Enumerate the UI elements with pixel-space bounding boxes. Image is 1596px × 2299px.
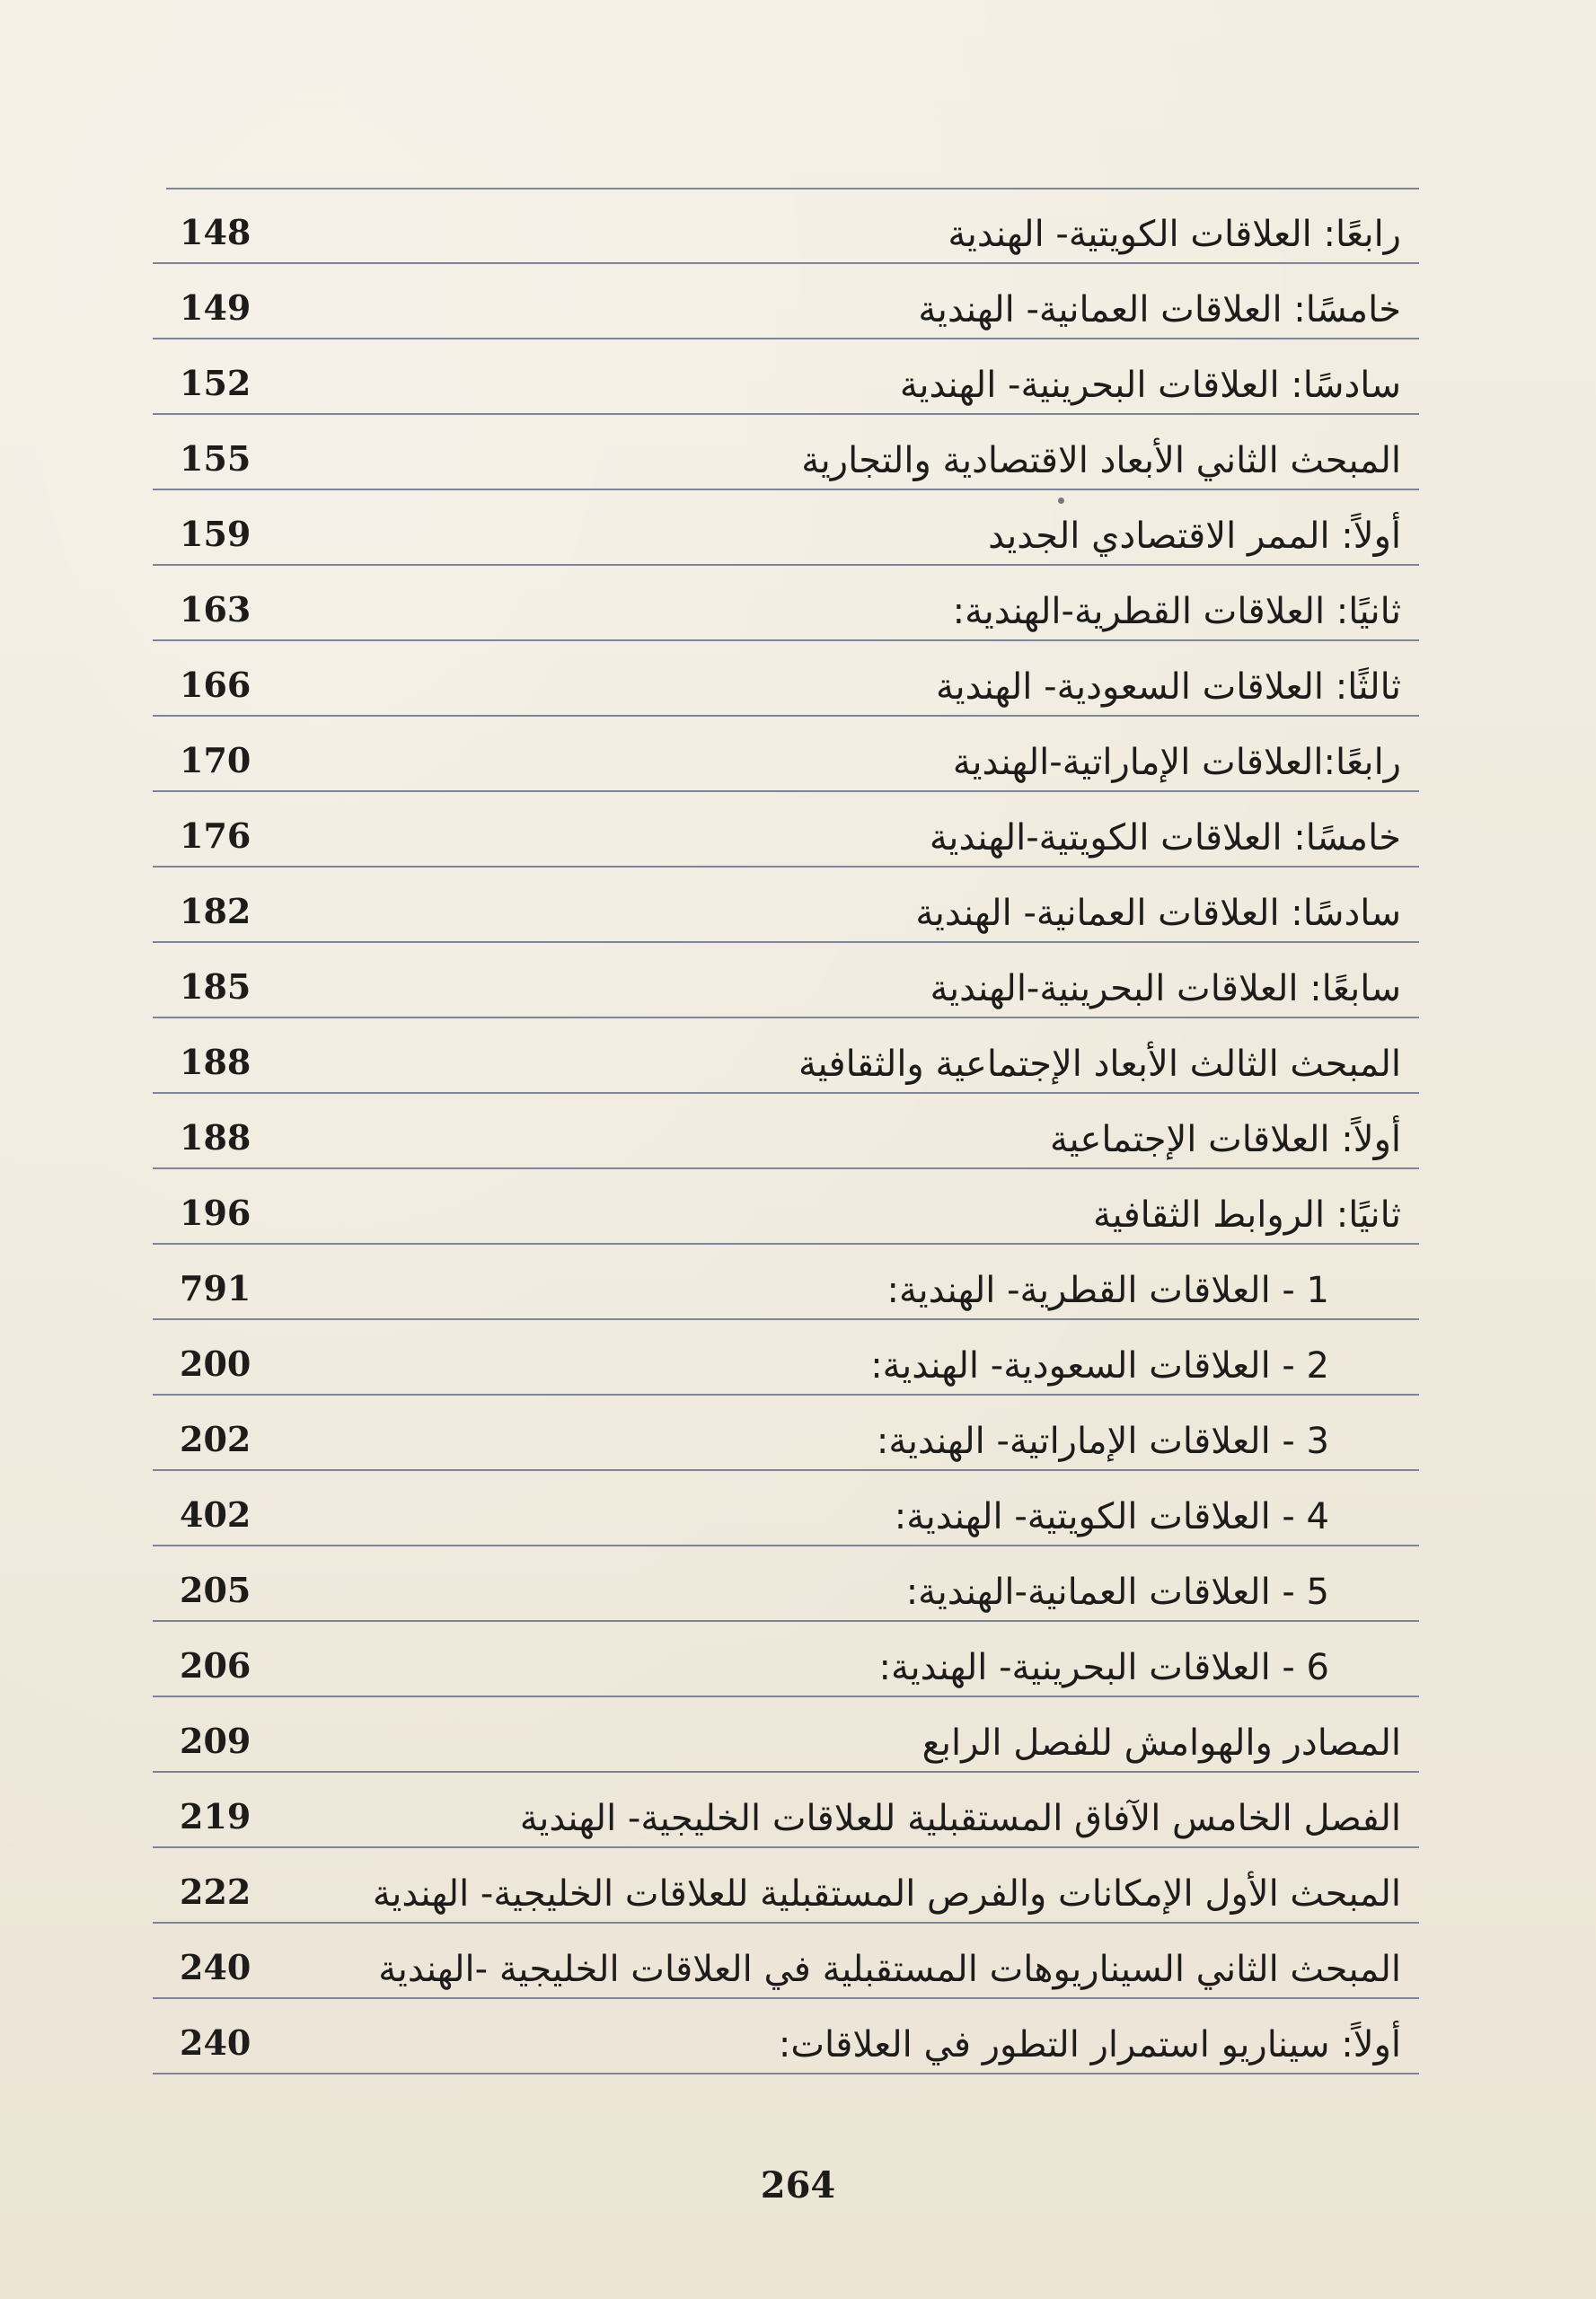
toc-entry-page: 205 <box>180 1570 251 1610</box>
toc-entry-title: أولاً: سيناريو استمرار التطور في العلاقات: <box>778 2024 1401 2066</box>
toc-entry-page: 791 <box>180 1268 251 1308</box>
toc-row <box>153 1473 1419 1546</box>
toc-row <box>153 1850 1419 1924</box>
toc-entry-page: 185 <box>180 966 251 1007</box>
toc-entry-page: 222 <box>180 1872 251 1912</box>
toc-entry-page: 182 <box>180 891 251 931</box>
toc-entry-title: ثالثًا: العلاقات السعودية- الهندية <box>936 666 1401 708</box>
toc-entry-page: 196 <box>180 1193 251 1233</box>
toc-entry-page: 206 <box>180 1645 251 1686</box>
toc-entry-page: 188 <box>180 1042 251 1082</box>
toc-row <box>153 794 1419 868</box>
toc-entry-title: 1 - العلاقات القطرية- الهندية: <box>886 1270 1329 1311</box>
toc-entry-title: سابعًا: العلاقات البحرينية-الهندية <box>930 968 1401 1009</box>
toc-row <box>153 718 1419 792</box>
toc-entry-title: المبحث الثالث الأبعاد الإجتماعية والثقافية <box>798 1044 1401 1085</box>
toc-entry-title: 3 - العلاقات الإماراتية- الهندية: <box>876 1421 1329 1462</box>
toc-row <box>153 1548 1419 1622</box>
toc-row <box>153 869 1419 943</box>
toc-entry-title: خامسًا: العلاقات الكويتية-الهندية <box>929 817 1401 859</box>
toc-entry-page: 166 <box>180 665 251 705</box>
toc-entry-title: رابعًا:العلاقات الإماراتية-الهندية <box>952 742 1401 783</box>
toc-entry-page: 240 <box>180 2022 251 2063</box>
top-rule <box>166 188 1419 189</box>
toc-entry-title: ثانيًا: العلاقات القطرية-الهندية: <box>952 591 1401 632</box>
page-number: 264 <box>760 2164 836 2207</box>
toc-row <box>153 1171 1419 1245</box>
toc-row <box>153 1020 1419 1094</box>
toc-entry-title: سادسًا: العلاقات البحرينية- الهندية <box>899 365 1401 406</box>
toc-entry-page: 159 <box>180 514 251 554</box>
toc-entry-title: الفصل الخامس الآفاق المستقبلية للعلاقات الخليجية- الهندية <box>519 1798 1401 1839</box>
toc-entry-page: 240 <box>180 1947 251 1987</box>
toc-entry-page: 148 <box>180 212 251 252</box>
toc-row <box>153 1925 1419 1999</box>
toc-row <box>153 1624 1419 1697</box>
toc-row <box>153 2001 1419 2074</box>
toc-row <box>153 1322 1419 1396</box>
toc-entry-page: 219 <box>180 1796 251 1837</box>
toc-entry-page: 149 <box>180 287 251 328</box>
toc-entry-title: المبحث الأول الإمكانات والفرص المستقبلية للعلاقات الخليجية- الهندية <box>372 1873 1401 1915</box>
toc-entry-title: المبحث الثاني السيناريوهات المستقبلية في العلاقات الخليجية -الهندية <box>378 1949 1401 1990</box>
toc-row <box>153 190 1419 264</box>
toc-entry-page: 209 <box>180 1721 251 1761</box>
toc-entry-page: 402 <box>180 1494 251 1535</box>
table-of-contents <box>153 190 1419 2076</box>
toc-entry-page: 202 <box>180 1419 251 1459</box>
toc-entry-title: رابعًا: العلاقات الكويتية- الهندية <box>948 214 1401 255</box>
toc-row <box>153 568 1419 641</box>
toc-entry-page: 200 <box>180 1343 251 1384</box>
toc-entry-page: 176 <box>180 815 251 856</box>
toc-entry-title: أولاً: العلاقات الإجتماعية <box>1050 1119 1401 1160</box>
toc-entry-page: 152 <box>180 363 251 403</box>
toc-entry-page: 188 <box>180 1117 251 1158</box>
toc-row <box>153 266 1419 339</box>
toc-entry-title: المصادر والهوامش للفصل الرابع <box>921 1722 1401 1764</box>
toc-row <box>153 1775 1419 1848</box>
toc-entry-title: أولاً: الممر الاقتصادي الجديد <box>988 515 1401 557</box>
toc-entry-page: 155 <box>180 438 251 479</box>
toc-row <box>153 1096 1419 1169</box>
toc-entry-title: 5 - العلاقات العمانية-الهندية: <box>905 1572 1329 1613</box>
toc-row <box>153 945 1419 1018</box>
toc-row <box>153 492 1419 566</box>
toc-entry-title: المبحث الثاني الأبعاد الاقتصادية والتجارية <box>801 440 1401 481</box>
toc-entry-title: 6 - العلاقات البحرينية- الهندية: <box>878 1647 1329 1688</box>
toc-entry-title: 4 - العلاقات الكويتية- الهندية: <box>894 1496 1329 1537</box>
toc-entry-page: 163 <box>180 589 251 630</box>
toc-row <box>153 341 1419 415</box>
toc-row <box>153 1246 1419 1320</box>
toc-entry-title: 2 - العلاقات السعودية- الهندية: <box>870 1345 1329 1387</box>
toc-row <box>153 1397 1419 1471</box>
toc-entry-title: خامسًا: العلاقات العمانية- الهندية <box>918 289 1401 330</box>
toc-entry-title: سادسًا: العلاقات العمانية- الهندية <box>915 893 1401 934</box>
toc-entry-page: 170 <box>180 740 251 780</box>
toc-row <box>153 643 1419 717</box>
toc-entry-title: ثانيًا: الروابط الثقافية <box>1093 1194 1401 1236</box>
toc-row <box>153 1699 1419 1773</box>
toc-row <box>153 417 1419 490</box>
